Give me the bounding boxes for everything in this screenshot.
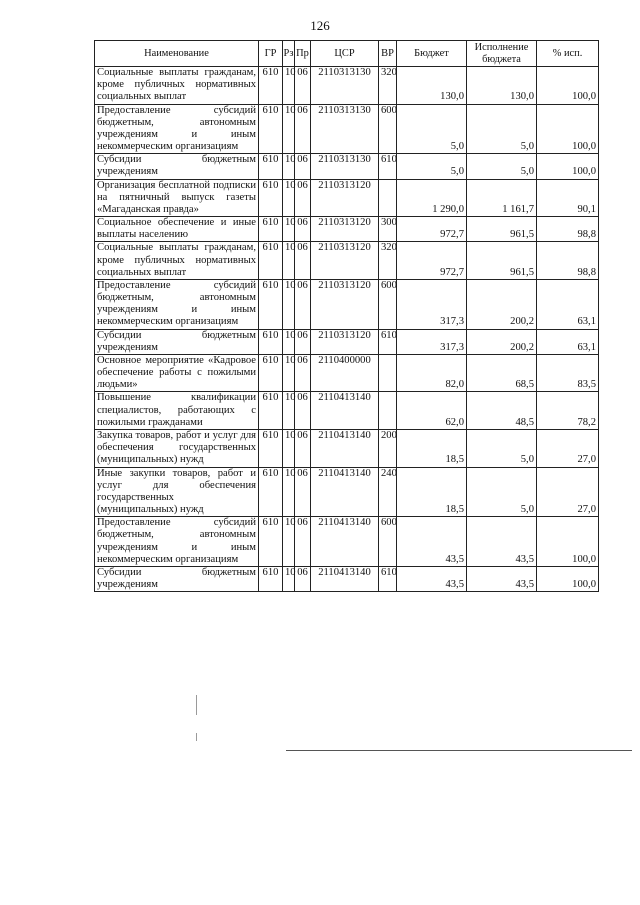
cell-pr: 06 bbox=[295, 429, 311, 467]
header-percent: % исп. bbox=[537, 41, 599, 67]
table-row bbox=[95, 329, 599, 354]
cell-gr: 610 bbox=[259, 429, 283, 467]
cell-pr: 06 bbox=[295, 392, 311, 430]
cell-percent: 27,0 bbox=[537, 429, 599, 467]
cell-budget: 82,0 bbox=[397, 354, 467, 392]
cell-vr: 610 bbox=[379, 329, 397, 354]
cell-percent: 63,1 bbox=[537, 329, 599, 354]
cell-vr: 610 bbox=[379, 154, 397, 179]
cell-vr: 300 bbox=[379, 217, 397, 242]
header-pr: Пр bbox=[295, 41, 311, 67]
cell-gr: 610 bbox=[259, 329, 283, 354]
cell-rz: 10 bbox=[283, 517, 295, 567]
header-budget: Бюджет bbox=[397, 41, 467, 67]
cell-name: Субсидии бюджетным учреждениям bbox=[95, 329, 259, 354]
cell-vr bbox=[379, 179, 397, 217]
table-row bbox=[95, 566, 599, 591]
cell-gr: 610 bbox=[259, 392, 283, 430]
cell-execution: 200,2 bbox=[467, 279, 537, 329]
table-row bbox=[95, 179, 599, 217]
cell-percent: 90,1 bbox=[537, 179, 599, 217]
cell-csr: 2110313120 bbox=[311, 217, 379, 242]
cell-name: Предоставление субсидий бюджетным, автономным учреждениям и иным некоммерческим организациям bbox=[95, 104, 259, 154]
cell-name: Предоставление субсидий бюджетным, автономным учреждениям и иным некоммерческим организациям bbox=[95, 279, 259, 329]
cell-gr: 610 bbox=[259, 517, 283, 567]
cell-csr: 2110413140 bbox=[311, 467, 379, 517]
cell-execution: 5,0 bbox=[467, 467, 537, 517]
cell-budget: 62,0 bbox=[397, 392, 467, 430]
cell-gr: 610 bbox=[259, 154, 283, 179]
budget-table bbox=[94, 40, 599, 592]
cell-csr: 2110313120 bbox=[311, 329, 379, 354]
cell-name: Иные закупки товаров, работ и услуг для обеспечения государственных (муниципальных) нужд bbox=[95, 467, 259, 517]
cell-execution: 200,2 bbox=[467, 329, 537, 354]
table-row bbox=[95, 279, 599, 329]
cell-pr: 06 bbox=[295, 67, 311, 105]
cell-csr: 2110313120 bbox=[311, 279, 379, 329]
cell-pr: 06 bbox=[295, 154, 311, 179]
cell-gr: 610 bbox=[259, 179, 283, 217]
cell-percent: 100,0 bbox=[537, 154, 599, 179]
cell-percent: 100,0 bbox=[537, 566, 599, 591]
page-number: 126 bbox=[310, 18, 330, 33]
cell-name: Субсидии бюджетным учреждениям bbox=[95, 154, 259, 179]
cell-rz: 10 bbox=[283, 329, 295, 354]
cell-execution: 5,0 bbox=[467, 429, 537, 467]
scan-mark-lower bbox=[196, 733, 197, 741]
cell-percent: 63,1 bbox=[537, 279, 599, 329]
cell-percent: 98,8 bbox=[537, 217, 599, 242]
header-vr: ВР bbox=[379, 41, 397, 67]
table-row bbox=[95, 467, 599, 517]
cell-budget: 972,7 bbox=[397, 217, 467, 242]
table-header bbox=[95, 41, 599, 67]
cell-csr: 2110313130 bbox=[311, 104, 379, 154]
cell-pr: 06 bbox=[295, 467, 311, 517]
cell-execution: 5,0 bbox=[467, 104, 537, 154]
cell-name: Повышение квалификации специалистов, работающих с пожилыми гражданами bbox=[95, 392, 259, 430]
table-row bbox=[95, 67, 599, 105]
cell-execution: 961,5 bbox=[467, 217, 537, 242]
cell-gr: 610 bbox=[259, 242, 283, 280]
cell-name: Социальное обеспечение и иные выплаты населению bbox=[95, 217, 259, 242]
cell-gr: 610 bbox=[259, 67, 283, 105]
cell-name: Основное мероприятие «Кадровое обеспечение работы с пожилыми людьми» bbox=[95, 354, 259, 392]
cell-budget: 5,0 bbox=[397, 154, 467, 179]
cell-csr: 2110400000 bbox=[311, 354, 379, 392]
cell-pr: 06 bbox=[295, 566, 311, 591]
cell-budget: 1 290,0 bbox=[397, 179, 467, 217]
cell-name: Предоставление субсидий бюджетным, автономным учреждениям и иным некоммерческим организациям bbox=[95, 517, 259, 567]
cell-rz: 10 bbox=[283, 154, 295, 179]
cell-execution: 130,0 bbox=[467, 67, 537, 105]
header-row bbox=[95, 41, 599, 67]
table-row bbox=[95, 429, 599, 467]
cell-rz: 10 bbox=[283, 566, 295, 591]
cell-vr: 240 bbox=[379, 467, 397, 517]
cell-rz: 10 bbox=[283, 279, 295, 329]
cell-csr: 2110413140 bbox=[311, 392, 379, 430]
cell-percent: 83,5 bbox=[537, 354, 599, 392]
cell-csr: 2110413140 bbox=[311, 517, 379, 567]
cell-percent: 98,8 bbox=[537, 242, 599, 280]
table-row bbox=[95, 217, 599, 242]
cell-vr: 600 bbox=[379, 517, 397, 567]
cell-vr bbox=[379, 354, 397, 392]
cell-gr: 610 bbox=[259, 467, 283, 517]
cell-name: Социальные выплаты гражданам, кроме публичных нормативных социальных выплат bbox=[95, 67, 259, 105]
cell-csr: 2110313130 bbox=[311, 67, 379, 105]
cell-rz: 10 bbox=[283, 104, 295, 154]
cell-budget: 18,5 bbox=[397, 467, 467, 517]
cell-gr: 610 bbox=[259, 354, 283, 392]
table-row bbox=[95, 242, 599, 280]
cell-percent: 100,0 bbox=[537, 67, 599, 105]
cell-name: Субсидии бюджетным учреждениям bbox=[95, 566, 259, 591]
cell-name: Организация бесплатной подписки на пятничный выпуск газеты «Магаданская правда» bbox=[95, 179, 259, 217]
cell-pr: 06 bbox=[295, 329, 311, 354]
cell-percent: 100,0 bbox=[537, 517, 599, 567]
cell-percent: 100,0 bbox=[537, 104, 599, 154]
scan-mark-upper bbox=[196, 695, 197, 715]
cell-pr: 06 bbox=[295, 354, 311, 392]
cell-csr: 2110313120 bbox=[311, 242, 379, 280]
table-row bbox=[95, 354, 599, 392]
cell-rz: 10 bbox=[283, 429, 295, 467]
cell-budget: 317,3 bbox=[397, 329, 467, 354]
cell-vr: 320 bbox=[379, 67, 397, 105]
cell-percent: 78,2 bbox=[537, 392, 599, 430]
cell-gr: 610 bbox=[259, 279, 283, 329]
cell-csr: 2110313120 bbox=[311, 179, 379, 217]
cell-vr: 600 bbox=[379, 104, 397, 154]
cell-execution: 43,5 bbox=[467, 517, 537, 567]
table-row bbox=[95, 392, 599, 430]
cell-vr: 610 bbox=[379, 566, 397, 591]
bottom-rule bbox=[286, 750, 632, 751]
table-row bbox=[95, 517, 599, 567]
cell-rz: 10 bbox=[283, 179, 295, 217]
cell-budget: 5,0 bbox=[397, 104, 467, 154]
cell-rz: 10 bbox=[283, 467, 295, 517]
cell-vr: 320 bbox=[379, 242, 397, 280]
table-body bbox=[95, 67, 599, 592]
cell-csr: 2110413140 bbox=[311, 429, 379, 467]
cell-execution: 68,5 bbox=[467, 354, 537, 392]
table-row bbox=[95, 104, 599, 154]
cell-pr: 06 bbox=[295, 179, 311, 217]
header-gr: ГР bbox=[259, 41, 283, 67]
cell-name: Социальные выплаты гражданам, кроме публичных нормативных социальных выплат bbox=[95, 242, 259, 280]
cell-budget: 18,5 bbox=[397, 429, 467, 467]
cell-budget: 130,0 bbox=[397, 67, 467, 105]
cell-rz: 10 bbox=[283, 217, 295, 242]
cell-csr: 2110313130 bbox=[311, 154, 379, 179]
cell-vr: 200 bbox=[379, 429, 397, 467]
cell-execution: 1 161,7 bbox=[467, 179, 537, 217]
cell-rz: 10 bbox=[283, 392, 295, 430]
cell-name: Закупка товаров, работ и услуг для обеспечения государственных (муниципальных) нужд bbox=[95, 429, 259, 467]
header-execution: Исполнение бюджета bbox=[467, 41, 537, 67]
cell-budget: 317,3 bbox=[397, 279, 467, 329]
cell-rz: 10 bbox=[283, 354, 295, 392]
header-csr: ЦСР bbox=[311, 41, 379, 67]
cell-execution: 48,5 bbox=[467, 392, 537, 430]
cell-csr: 2110413140 bbox=[311, 566, 379, 591]
cell-budget: 972,7 bbox=[397, 242, 467, 280]
cell-vr bbox=[379, 392, 397, 430]
cell-rz: 10 bbox=[283, 242, 295, 280]
cell-gr: 610 bbox=[259, 566, 283, 591]
cell-pr: 06 bbox=[295, 242, 311, 280]
cell-execution: 961,5 bbox=[467, 242, 537, 280]
cell-gr: 610 bbox=[259, 217, 283, 242]
cell-budget: 43,5 bbox=[397, 517, 467, 567]
header-name: Наименование bbox=[95, 41, 259, 67]
cell-pr: 06 bbox=[295, 104, 311, 154]
header-rz: Рз bbox=[283, 41, 295, 67]
cell-pr: 06 bbox=[295, 279, 311, 329]
cell-pr: 06 bbox=[295, 517, 311, 567]
cell-budget: 43,5 bbox=[397, 566, 467, 591]
cell-rz: 10 bbox=[283, 67, 295, 105]
cell-execution: 43,5 bbox=[467, 566, 537, 591]
cell-pr: 06 bbox=[295, 217, 311, 242]
cell-vr: 600 bbox=[379, 279, 397, 329]
cell-percent: 27,0 bbox=[537, 467, 599, 517]
cell-execution: 5,0 bbox=[467, 154, 537, 179]
table-row bbox=[95, 154, 599, 179]
cell-gr: 610 bbox=[259, 104, 283, 154]
